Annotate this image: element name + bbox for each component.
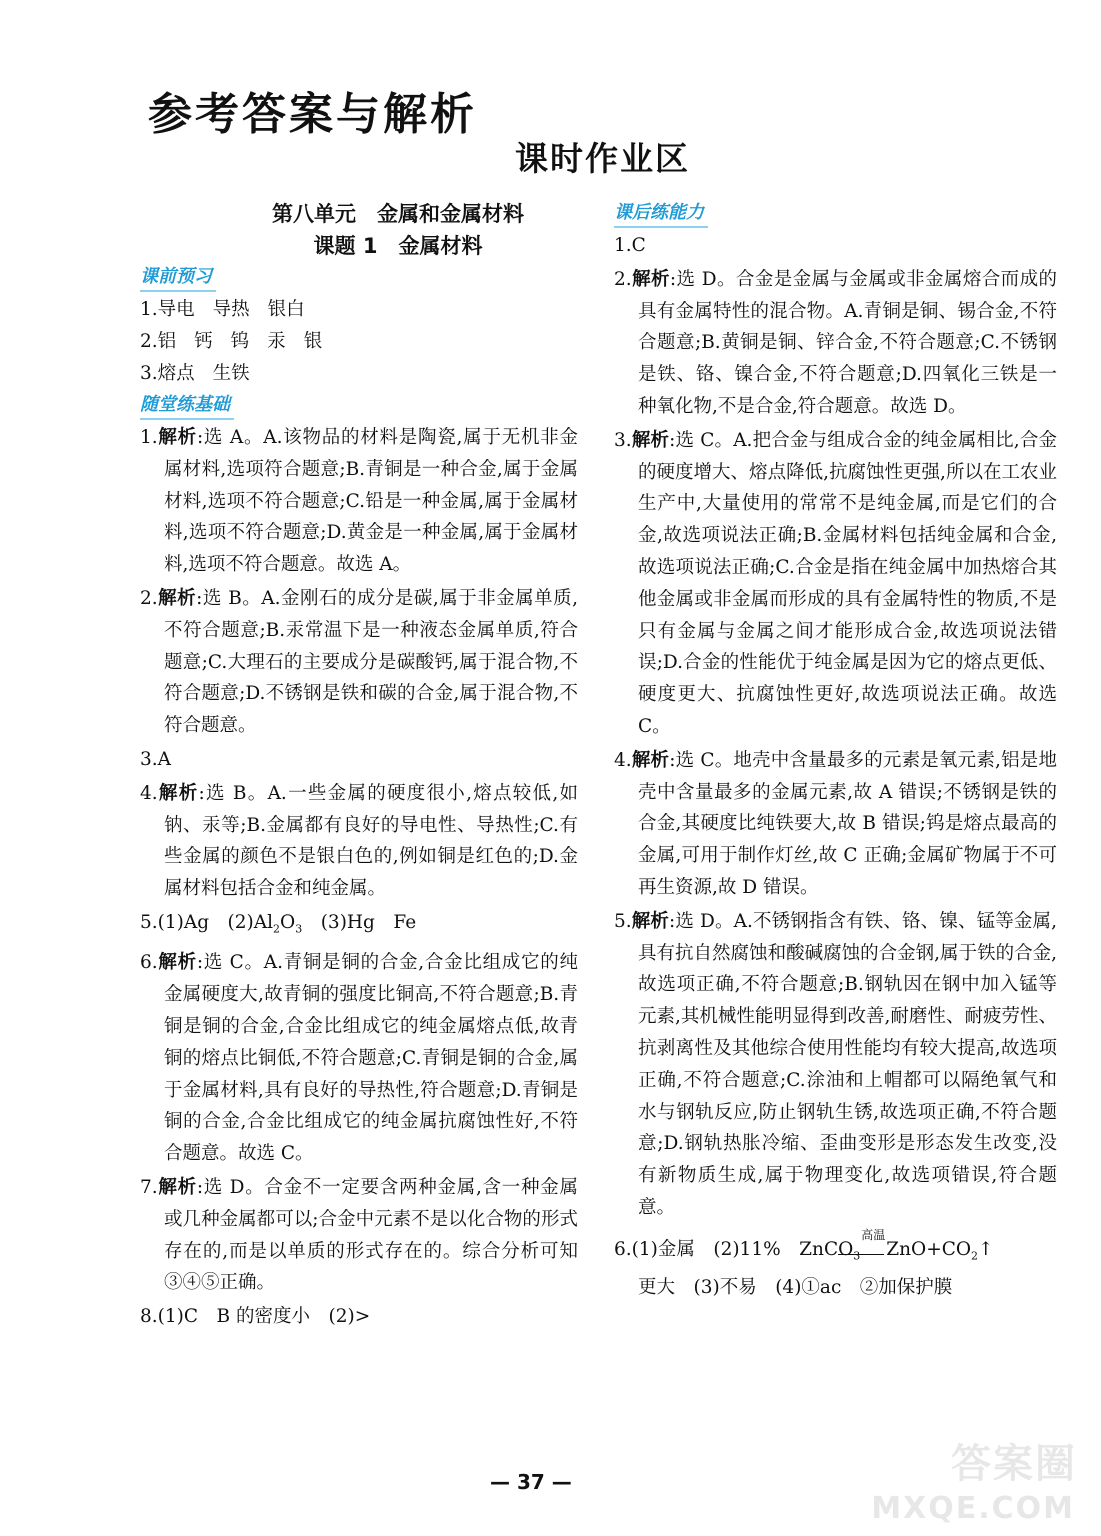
- right-column: [612, 198, 1057, 1306]
- section-ability: 课后练能力: [614, 200, 708, 228]
- answer-item-8: 8.(1)C B 的密度小 (2)>: [140, 1306, 371, 1328]
- section-preview: 课前预习: [140, 264, 216, 292]
- ability-item-1: 1.C: [614, 235, 646, 256]
- left-column: [138, 198, 578, 1335]
- watermark-logo: [871, 1428, 1083, 1528]
- answer-item-7: 7.解析:选 D。合金不一定要含两种金属,含一种金属或几种金属都可以;合金中元素不是以化合物的形式存在的,而是以单质的形式存在的。综合分析可知③④⑤正确。: [140, 1177, 578, 1294]
- unit-title: 第八单元 金属和金属材料: [272, 202, 524, 226]
- answer-item-6: 6.解析:选 C。A.青铜是铜的合金,合金比组成它的纯金属硬度大,故青铜的强度比铜高,不符合题意;B.青铜是铜的合金,合金比组成它的纯金属熔点低,故青铜的熔点比铜低,不符合题意;C.青铜是铜的合金,属于金属材料,具有良好的导热性,符合题意;D.青铜是铜的合金,合金比组成它的纯金属抗腐蚀性好,不符合题意。故选 C。: [140, 952, 578, 1165]
- ability-item-5: 5.解析:选 D。A.不锈钢指含有铁、铬、镍、锰等金属,具有抗自然腐蚀和酸碱腐蚀的合金钢,属于铁的合金,故选项正确,不符合题意;B.钢轨因在钢中加入锰等元素,其机械性能明显得到改善,耐磨性、耐疲劳性、抗剥离性及其他综合使用性能均有较大提高,故选项正确,不符合题意;C.涂油和上帽都可以隔绝氧气和水与钢轨反应,防止钢轨生锈,故选项正确,不符合题意;D.钢轨热胀冷缩、歪曲变形是形态发生改变,没有新物质生成,属于物理变化,故选项错误,符合题意。: [614, 910, 1057, 1218]
- answer-item-2: 2.解析:选 B。A.金刚石的成分是碳,属于非金属单质,不符合题意;B.汞常温下是一种液态金属单质,符合题意;C.大理石的主要成分是碳酸钙,属于混合物,不符合题意;D.不锈钢是铁和碳的合金,属于混合物,不符合题意。: [140, 587, 578, 737]
- preview-item-3: 3.熔点 生铁: [140, 363, 250, 384]
- answer-item-1: 1.解析:选 A。A.该物品的材料是陶瓷,属于无机非金属材料,选项符合题意;B.青铜是一种合金,属于金属材料,选项不符合题意;C.铅是一种金属,属于金属材料,选项不符合题意;D.黄金是一种金属,属于金属材料,选项不符合题意。故选 A。: [140, 427, 578, 576]
- answer-item-5: 5.(1)Ag $(2)Al_2O_3$ (3)Hg Fe: [140, 911, 417, 936]
- ability-item-6: 6.(1)金属 (2)11% ZnCO$_3$ 高温 $ZnO+CO_2↑$ 更大 (3)不易 (4)①ac ②加保护膜: [614, 1227, 994, 1299]
- ability-item-3: 3.解析:选 C。A.把合金与组成合金的纯金属相比,合金的硬度增大、熔点降低,抗腐蚀性更强,所以在工农业生产中,大量使用的常常不是纯金属,而是它们的合金,故选项说法正确;B.金属材料包括纯金属和合金,故选项说法正确;C.合金是指在纯金属中加热熔合其他金属或非金属而形成的具有金属特性的物质,不是只有金属与金属之间才能形成合金,故选项说法错误;D.合金的性能优于纯金属是因为它的熔点更低、硬度更大、抗腐蚀性更好,故选项说法正确。故选 C。: [614, 429, 1057, 737]
- gas-arrow-icon: ↑: [978, 1238, 994, 1260]
- ability-item-2: 2.解析:选 D。合金是金属与金属或非金属熔合而成的具有金属特性的混合物。A.青铜是铜、锡合金,不符合题意;B.黄铜是铜、锌合金,不符合题意;C.不锈钢是铁、铬、镍合金,不符合题意;D.四氧化三铁是一种氧化物,不是合金,符合题意。故选 D。: [614, 268, 1057, 417]
- watermark-url: MXQE.COM: [871, 1491, 1075, 1526]
- reaction-condition: 高温: [860, 1234, 886, 1266]
- lesson-title: 课题 1 金属材料: [313, 234, 483, 258]
- ability-item-4: 4.解析:选 C。地壳中含量最多的元素是氧元素,铝是地壳中含量最多的金属元素,故 A 错误;不锈钢是铁的合金,其硬度比纯铁要大,故 B 错误;钨是熔点最高的金属,可用于制作灯丝,故 C 正确;金属矿物属于不可再生资源,故 D 错误。: [614, 749, 1057, 898]
- page-number: — 37 —: [490, 1470, 572, 1494]
- preview-item-2: 2.铝 钙 钨 汞 银: [140, 331, 323, 352]
- preview-item-1: 1.导电 导热 银白: [140, 299, 305, 320]
- watermark-logo-text: 答案圈: [951, 1441, 1077, 1487]
- page-subtitle: 课时作业区: [515, 139, 690, 178]
- page-title: 参考答案与解析: [148, 89, 477, 140]
- section-basic: 随堂练基础: [140, 392, 234, 420]
- answer-item-3: 3.A: [140, 748, 172, 770]
- answer-item-4: 4.解析:选 B。A.一些金属的硬度很小,熔点较低,如钠、汞等;B.金属都有良好的导电性、导热性;C.有些金属的颜色不是银白色的,例如铜是红色的;D.金属材料包括合金和纯金属。: [140, 782, 578, 900]
